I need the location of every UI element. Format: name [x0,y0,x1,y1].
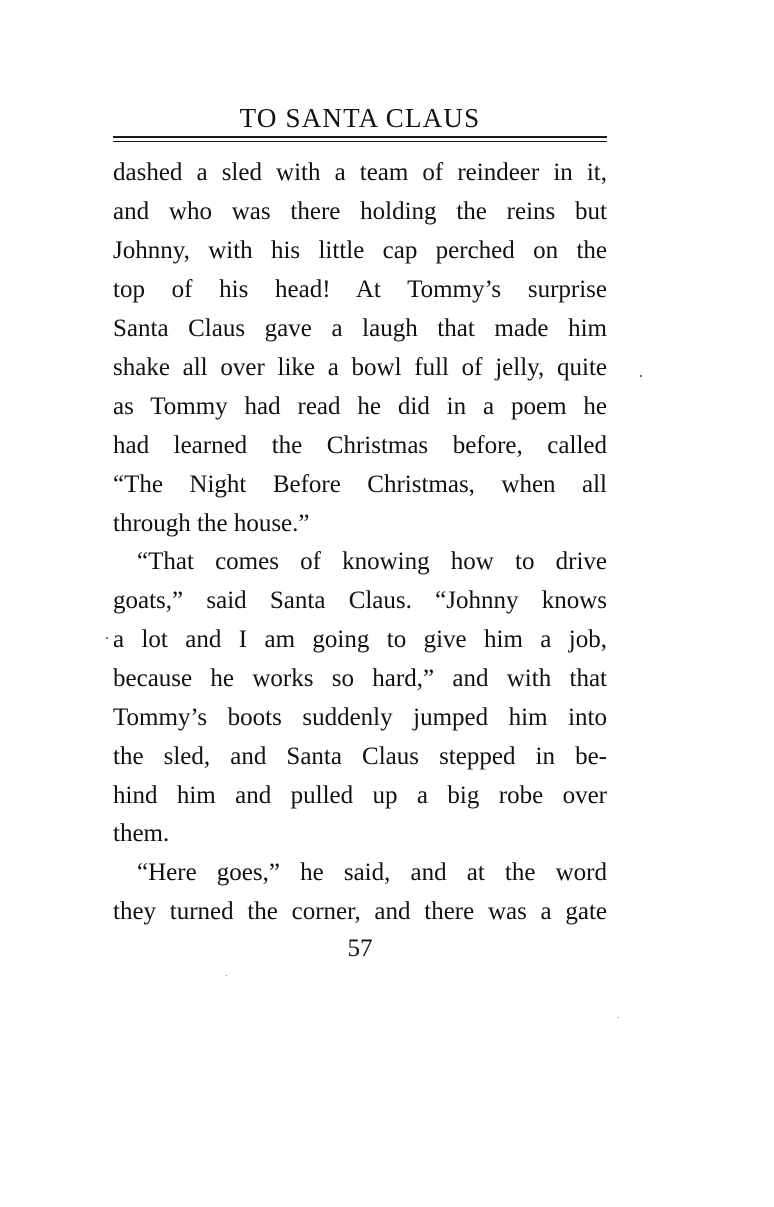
text-line: top of his head! At Tommy’s surprise [113,276,607,303]
text-line: they turned the corner, and there was a gate [113,898,607,925]
text-line: Santa Claus gave a laugh that made him [113,315,607,342]
running-head-title: TO SANTA CLAUS [239,103,481,133]
text-line: hind him and pulled up a big robe over [113,782,607,809]
text-line: and who was there holding the reins but [113,198,607,225]
paper-speck [106,637,108,639]
text-line: Johnny, with his little cap perched on the [113,237,607,264]
text-line: Tommy’s boots suddenly jumped him into [113,704,607,731]
text-line-paragraph-end: through the house.” [113,510,310,537]
text-line: goats,” said Santa Claus. “Johnny knows [113,587,607,614]
text-line-paragraph-end: them. [113,820,170,847]
text-line: because he works so hard,” and with that [113,665,607,692]
text-line: the sled, and Santa Claus stepped in be- [113,743,607,770]
text-line: “The Night Before Christmas, when all [113,471,607,498]
paper-speck [618,1017,619,1018]
text-line: had learned the Christmas before, called [113,432,607,459]
paper-speck [226,975,227,976]
header-rule-thick [113,136,607,138]
text-line: shake all over like a bowl full of jelly, quite [113,354,607,381]
text-line-paragraph-start: “Here goes,” he said, and at the word [137,859,607,886]
header-rule-thin [113,141,607,142]
text-line: dashed a sled with a team of reindeer in it, [113,159,607,186]
text-line: a lot and I am going to give him a job, [113,626,607,653]
text-line: as Tommy had read he did in a poem he [113,393,607,420]
paper-speck [640,375,642,377]
text-line-paragraph-start: “That comes of knowing how to drive [137,548,607,575]
page-number: 57 [347,935,373,962]
